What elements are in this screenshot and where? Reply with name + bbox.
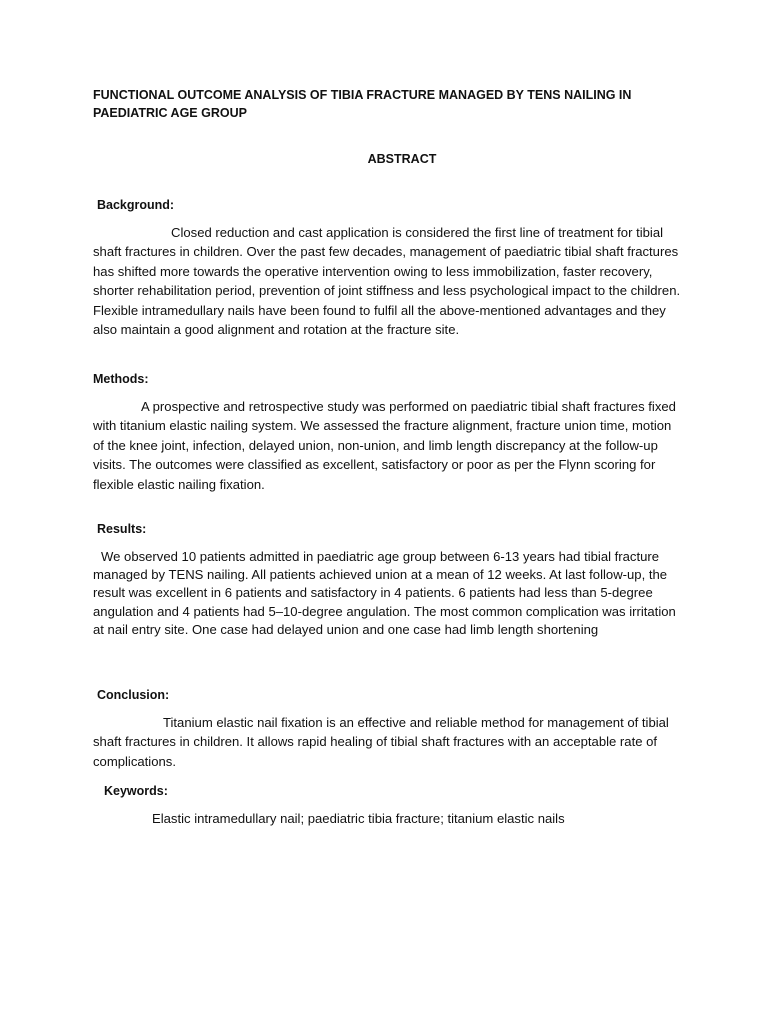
background-heading: Background: bbox=[97, 198, 175, 212]
keywords-heading: Keywords: bbox=[104, 784, 168, 798]
methods-paragraph: A prospective and retrospective study was performed on paediatric tibial shaft fractures fixed with titanium elastic nailing system. We assessed the fracture alignment, fracture union time, motion of the knee joint, infection, delayed union, non-union, and limb length discrepancy at the follow-up visits. The outcomes were classified as excellent, satisfactory or poor as per the Flynn scoring for flexible elastic nailing fixation. bbox=[93, 399, 676, 492]
background-paragraph: Closed reduction and cast application is considered the first line of treatment for tibial shaft fractures in children. Over the past few decades, management of paediatric tibial shaft fractures has shifted more towards the operative intervention owing to less immobilization, faster recovery, shorter rehabilitation period, prevention of joint stiffness and less psychological impact to the children. Flexible intramedullary nails have been found to fulfil all the above-mentioned advantages and they also maintain a good alignment and rotation at the fracture site. bbox=[93, 225, 681, 338]
conclusion-heading: Conclusion: bbox=[97, 688, 170, 702]
paper-title: FUNCTIONAL OUTCOME ANALYSIS OF TIBIA FRACTURE MANAGED BY TENS NAILING IN PAEDIATRIC AGE GROUP bbox=[93, 88, 632, 120]
methods-heading: Methods: bbox=[93, 372, 149, 386]
keywords-text: Elastic intramedullary nail; paediatric tibia fracture; titanium elastic nails bbox=[152, 811, 565, 826]
abstract-heading: ABSTRACT bbox=[367, 152, 437, 166]
conclusion-paragraph: Titanium elastic nail fixation is an effective and reliable method for management of tibial shaft fractures in children. It allows rapid healing of tibial shaft fractures with an acceptable rate of complications. bbox=[93, 715, 669, 769]
results-paragraph: We observed 10 patients admitted in paediatric age group between 6-13 years had tibial fracture managed by TENS nailing. All patients achieved union at a mean of 12 weeks. At last follow-up, the result was excellent in 6 patients and satisfactory in 4 patients. 6 patients had less than 5-degree angulation and 4 patients had 5–10-degree angulation. The most common complication was irritation at nail entry site. One case had delayed union and one case had limb length shortening bbox=[93, 549, 676, 637]
results-heading: Results: bbox=[97, 522, 147, 536]
